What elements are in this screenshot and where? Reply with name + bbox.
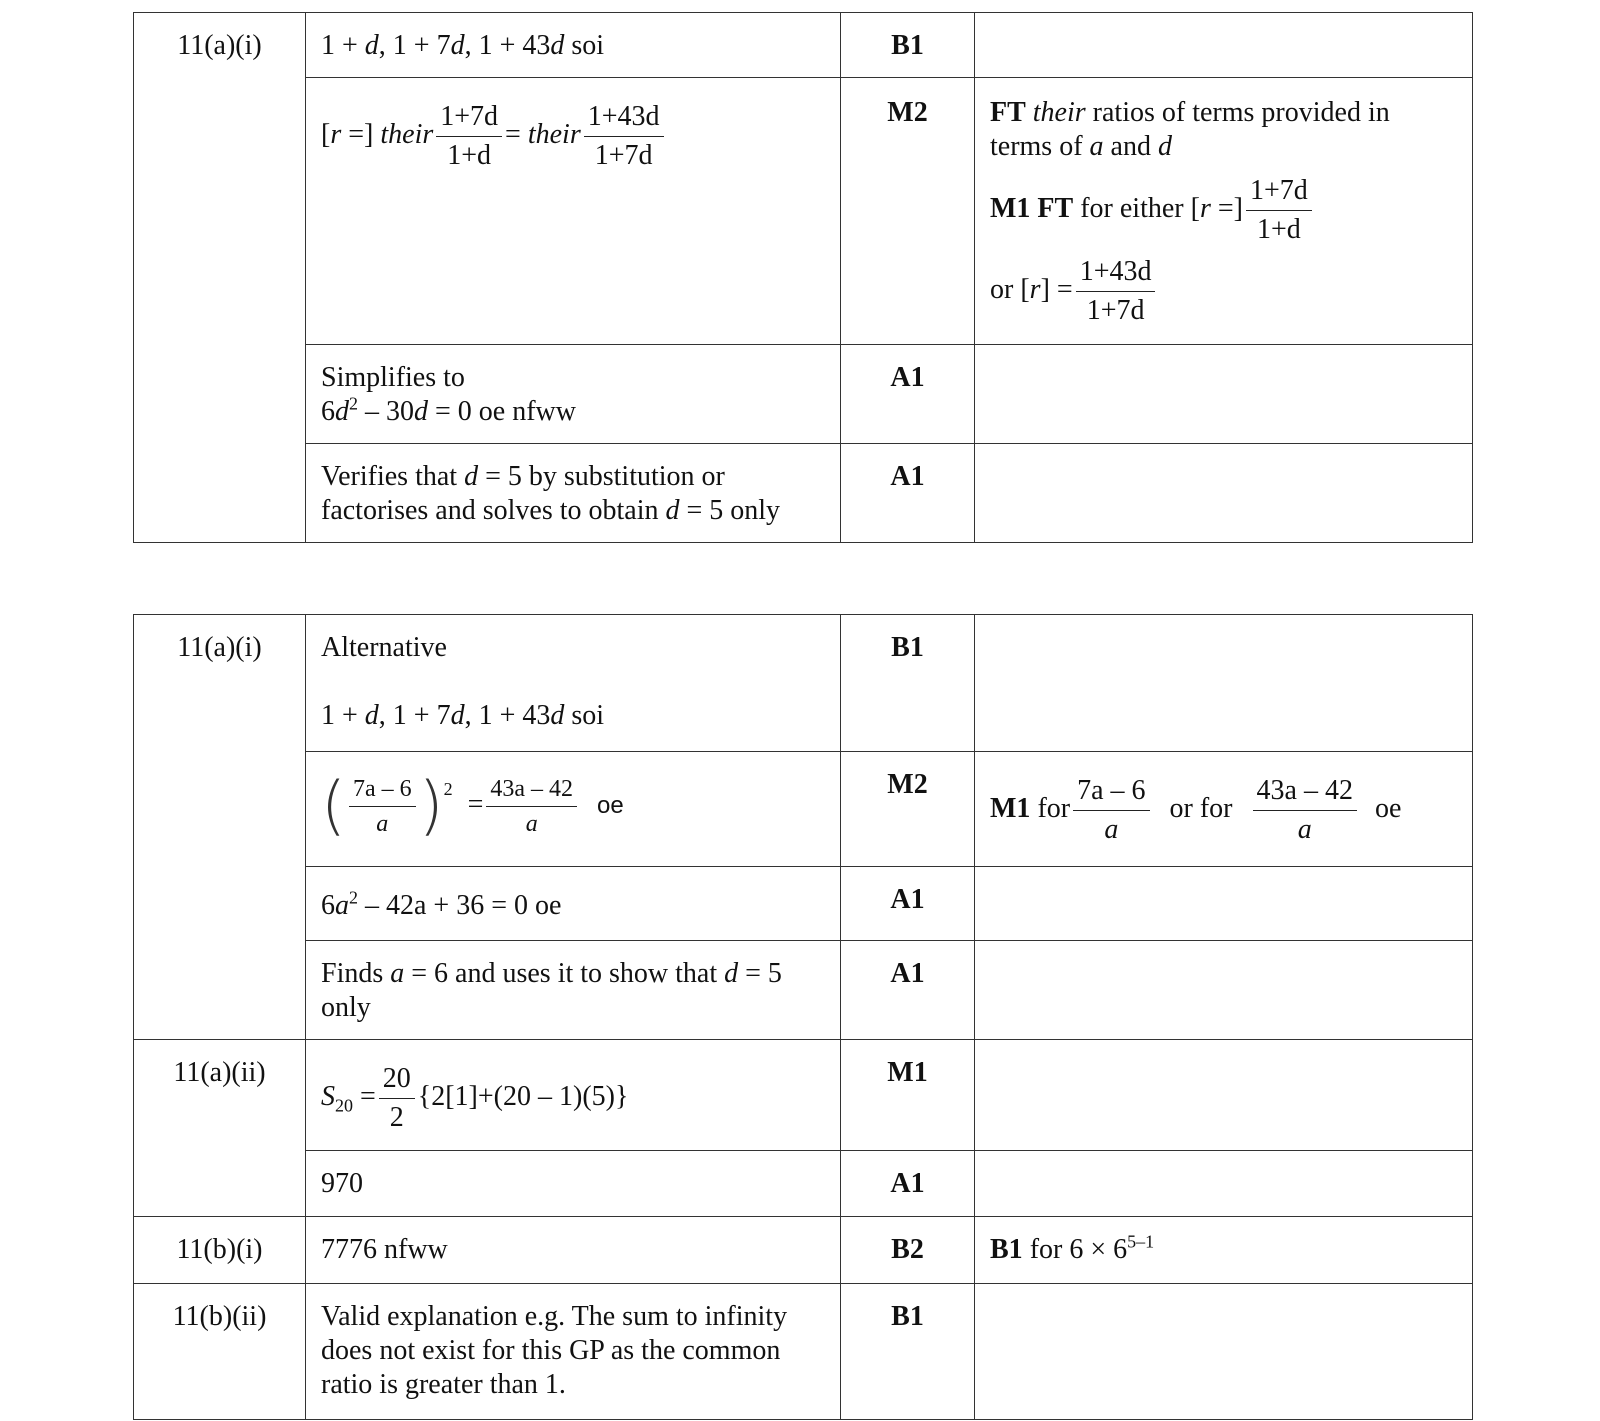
answer-cell: Finds a = 6 and uses it to show that d = 5 only (306, 941, 841, 1040)
mark-cell: M2 (841, 752, 975, 867)
mark-cell: M1 (841, 1040, 975, 1151)
mark-cell: B2 (841, 1217, 975, 1284)
answer-cell: Alternative 1 + d, 1 + 7d, 1 + 43d soi (306, 615, 841, 752)
answer-cell: Simplifies to $6d^2 - 30d = 0$ oe nfww (306, 345, 841, 444)
mark-cell: M2 (841, 78, 975, 345)
guidance-cell (975, 867, 1473, 941)
answer-cell: 970 (306, 1151, 841, 1217)
table-row (134, 444, 1473, 543)
mark-scheme-table-1 (133, 12, 1473, 543)
guidance-cell: FT their ratios of terms provided in terms of a and d M1 FT for either [r =] $\frac{1+7d}{1+d}$ or [r] = $\frac{1+43d}{1+7d}$ (975, 78, 1473, 345)
guidance-cell: B1 for $6 \times 6^{5-1}$ (975, 1217, 1473, 1284)
table-row (134, 13, 1473, 78)
mark-cell: B1 (841, 1284, 975, 1420)
mark-cell: B1 (841, 615, 975, 752)
guidance-cell (975, 941, 1473, 1040)
guidance-cell: M1 for $\frac{7a - 6}{a}$ or for $\frac{43a - 42}{a}$ oe (975, 752, 1473, 867)
mark-cell: A1 (841, 1151, 975, 1217)
answer-cell: Valid explanation e.g. The sum to infinity does not exist for this GP as the common ratio is greater than 1. (306, 1284, 841, 1420)
table-row (134, 1040, 1473, 1151)
table-row (134, 867, 1473, 941)
answer-cell: ( $\frac{7a - 6}{a}$ )$^2$ = $\frac{43a - 42}{a}$ oe (306, 752, 841, 867)
table-row (134, 78, 1473, 345)
question-number: 11(b)(i) (134, 1217, 306, 1284)
answer-cell: 7776 nfww (306, 1217, 841, 1284)
guidance-cell (975, 1151, 1473, 1217)
guidance-cell (975, 345, 1473, 444)
mark-cell: A1 (841, 444, 975, 543)
question-number: 11(b)(ii) (134, 1284, 306, 1420)
guidance-cell (975, 13, 1473, 78)
mark-cell: A1 (841, 345, 975, 444)
guidance-cell (975, 444, 1473, 543)
guidance-cell (975, 615, 1473, 752)
answer-cell: [r =] their $\frac{1+7d}{1+d}$ = their $\frac{1+43d}{1+7d}$ (306, 78, 841, 345)
answer-cell: Verifies that d = 5 by substitution or factorises and solves to obtain d = 5 only (306, 444, 841, 543)
table-row (134, 752, 1473, 867)
question-number: 11(a)(ii) (134, 1040, 306, 1217)
table-row (134, 1217, 1473, 1284)
table-row (134, 615, 1473, 752)
guidance-cell (975, 1040, 1473, 1151)
table-row (134, 345, 1473, 444)
answer-cell: $S_{20}$ = $\frac{20}{2}$ {2[1]+(20 – 1)(5)} (306, 1040, 841, 1151)
guidance-cell (975, 1284, 1473, 1420)
question-number: 11(a)(i) (134, 13, 306, 543)
mark-scheme-table-2 (133, 614, 1473, 1420)
mark-cell: B1 (841, 13, 975, 78)
question-number: 11(a)(i) (134, 615, 306, 1040)
table-row (134, 1151, 1473, 1217)
mark-cell: A1 (841, 941, 975, 1040)
table-row (134, 941, 1473, 1040)
table-row (134, 1284, 1473, 1420)
answer-cell: $6a^2 - 42a + 36 = 0$ oe (306, 867, 841, 941)
answer-cell: 1 + d, 1 + 7d, 1 + 43d soi (306, 13, 841, 78)
mark-cell: A1 (841, 867, 975, 941)
